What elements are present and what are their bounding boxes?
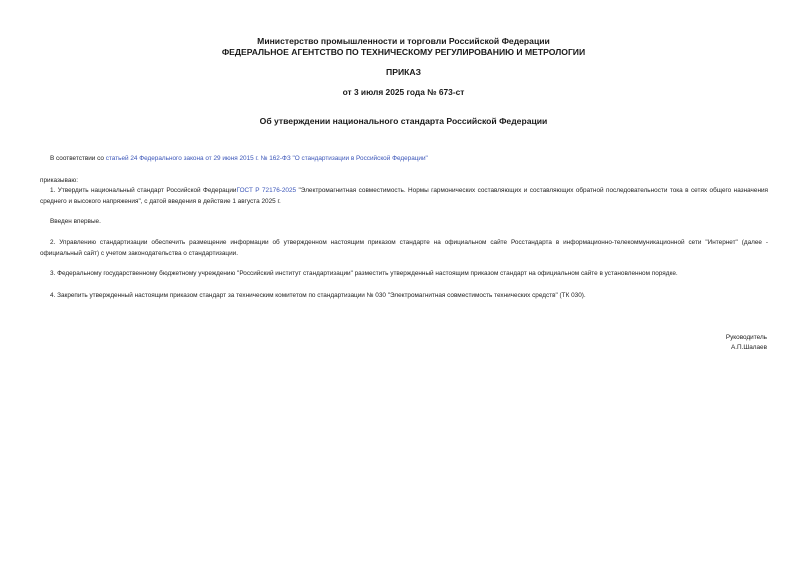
- item-1-suffix: "Электромагнитная совместимость. Нормы гармонических составляющих и составляющих обратной последовательности тока в сетях общего назначения среднего и высокого напряжения", с датой введения в действие 1 августа 2025 г.: [40, 187, 768, 205]
- signer-name: А.П.Шалаев: [730, 344, 767, 351]
- item-4-paragraph: 4. Закрепить утвержденный настоящим приказом стандарт за техническим комитетом по стандартизации № 030 "Электромагнитная совместимость технических средств" (ТК 030).: [50, 292, 586, 299]
- item-2-paragraph: 2. Управлению стандартизации обеспечить размещение информации об утвержденном настоящим приказом стандарте на официальном сайте Росстандарта в информационно-телекоммуникационной сети "Интернет" (далее - официальный сайт) с учетом законодательства о стандартизации.: [40, 239, 768, 257]
- document-type: ПРИКАЗ: [386, 67, 421, 77]
- prikazyvayu-text: приказываю:: [40, 177, 78, 184]
- standard-link[interactable]: ГОСТ Р 72176-2025: [236, 187, 297, 194]
- item-1-prefix: 1. Утвердить национальный стандарт Российской Федерации: [50, 187, 237, 194]
- signature-block: [726, 333, 767, 353]
- agency-name: ФЕДЕРАЛЬНОЕ АГЕНТСТВО ПО ТЕХНИЧЕСКОМУ РЕГУЛИРОВАНИЮ И МЕТРОЛОГИИ: [221, 47, 586, 57]
- ministry-name: Министерство промышленности и торговли Российской Федерации: [257, 36, 550, 46]
- signer-position: Руководитель: [725, 334, 767, 341]
- item-1-paragraph: [40, 186, 768, 207]
- intro-paragraph: [40, 154, 780, 165]
- document-date-number: от 3 июля 2025 года № 673-ст: [342, 87, 465, 97]
- intro-prefix: В соответствии со: [50, 155, 106, 162]
- introduced-first-note: Введен впервые.: [50, 218, 101, 225]
- law-link[interactable]: статьей 24 Федерального закона от 29 июня 2015 г. № 162-ФЗ "О стандартизации в Российской Федерации": [105, 155, 428, 162]
- document-subject: Об утверждении национального стандарта Российской Федерации: [259, 116, 548, 126]
- item-3-paragraph: 3. Федеральному государственному бюджетному учреждению "Российский институт стандартизации" разместить утвержденный настоящим приказом стандарт на официальном сайте в установленном порядке.: [50, 270, 678, 277]
